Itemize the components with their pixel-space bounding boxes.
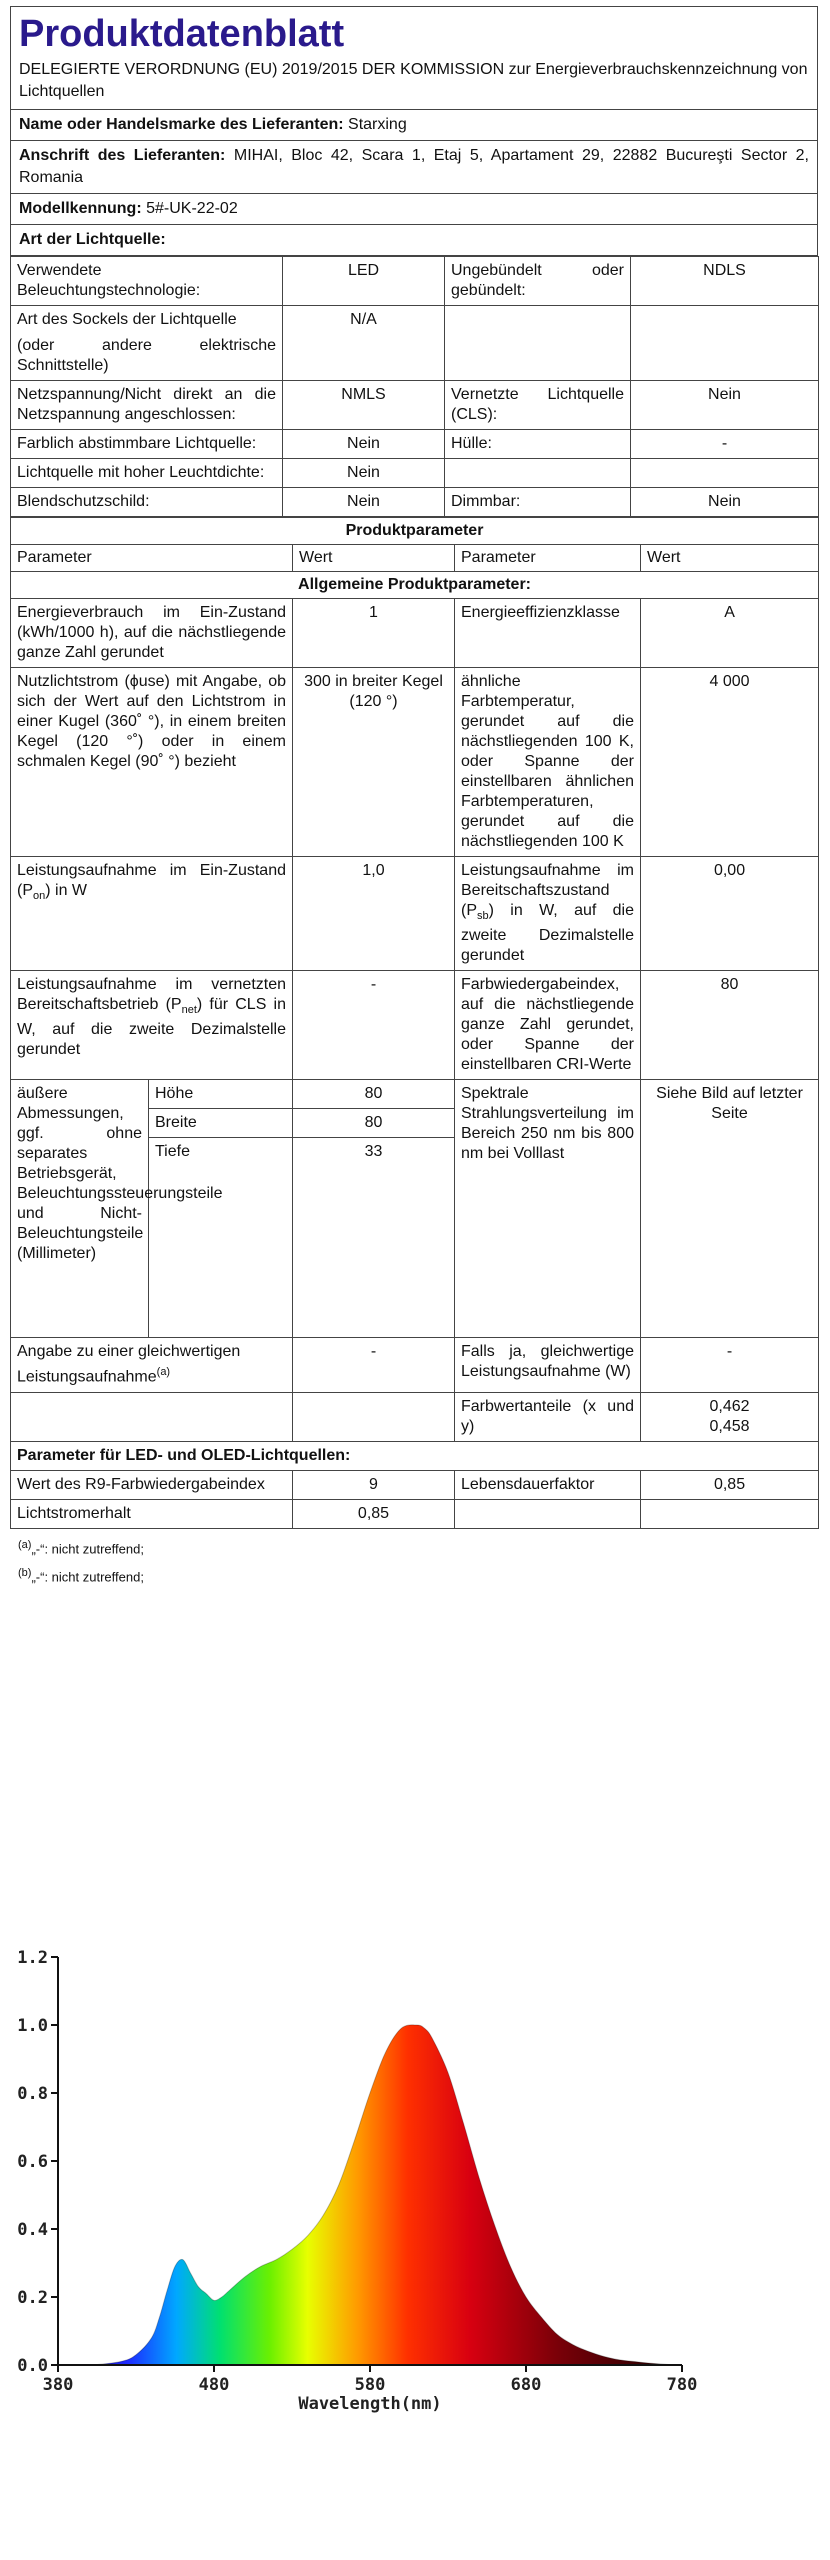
column-header-parameter: Parameter <box>11 545 293 572</box>
param-value: NMLS <box>283 381 445 430</box>
param-value: Nein <box>631 381 819 430</box>
dimensions-label: äußere Abmessungen, ggf. ohne separates Betriebsgerät, Beleuchtungssteuerungsteile und Nicht-Beleuchtungsteile (Millimeter) <box>11 1080 149 1338</box>
energy-class-label: Energieeffizienzklasse <box>455 599 641 668</box>
y-tick-label: 0.2 <box>17 2288 48 2308</box>
x-tick-label: 380 <box>42 2375 74 2395</box>
equivalent-power-value: - <box>293 1338 455 1392</box>
depth-label: Tiefe <box>149 1138 293 1338</box>
supplier-name-row <box>10 110 818 141</box>
chromaticity-label: Farbwertanteile (x und y) <box>455 1392 641 1441</box>
title-block <box>10 6 818 110</box>
param-label <box>445 459 631 488</box>
param-label: Hülle: <box>445 430 631 459</box>
cri-label: Farbwiedergabeindex, auf die nächstliegende ganze Zahl gerundet, oder Spanne der einstellbaren CRI-Werte <box>455 971 641 1080</box>
socket-label-note: (oder andere elektrische Schnittstelle) <box>17 337 276 374</box>
x-tick-label: 680 <box>510 2375 542 2395</box>
param-value: Nein <box>283 430 445 459</box>
table-row <box>11 599 819 668</box>
chromaticity-value <box>641 1392 819 1441</box>
light-source-table <box>10 256 819 517</box>
supplier-name-value: Starxing <box>348 116 407 133</box>
standby-power-text: Leistungsaufnahme im Bereitschaftszustand (P <box>461 862 634 919</box>
supplier-address-label: Anschrift des Lieferanten: <box>19 147 226 164</box>
table-row <box>11 459 819 488</box>
power-on-text-end: ) in W <box>45 882 88 899</box>
supplier-address-row <box>10 141 818 194</box>
energy-consumption-value: 1 <box>293 599 455 668</box>
general-params-heading: Allgemeine Produktparameter: <box>11 572 819 599</box>
param-value <box>631 459 819 488</box>
chromaticity-y: 0,458 <box>709 1417 750 1435</box>
regulation-subtitle: DELEGIERTE VERORDNUNG (EU) 2019/2015 DER KOMMISSION zur Energieverbrauchskennzeichnung von Lichtquellen <box>19 61 808 100</box>
column-header-row <box>11 545 819 572</box>
cri-value: 80 <box>641 971 819 1080</box>
supplier-name-label: Name oder Handelsmarke des Lieferanten: <box>19 116 344 133</box>
table-row <box>11 1392 819 1441</box>
column-header-parameter: Parameter <box>455 545 641 572</box>
table-row <box>11 306 819 381</box>
datasheet <box>10 6 818 1589</box>
networked-standby-label <box>11 971 293 1080</box>
r9-value: 9 <box>293 1470 455 1499</box>
equivalent-watt-label: Falls ja, gleichwertige Leistungsaufnahme (W) <box>455 1338 641 1392</box>
section-heading-row <box>11 518 819 545</box>
supplier-address-value: MIHAI, Bloc 42, Scara 1, Etaj 5, Apartament 29, 22882 Bucureşti Sector 2, Romania <box>19 147 809 186</box>
table-row <box>11 1338 819 1392</box>
column-header-value: Wert <box>641 545 819 572</box>
footnote-b <box>10 1561 818 1589</box>
section-heading-row <box>11 572 819 599</box>
equivalent-power-text: Angabe zu einer gleichwertigen Leistungsaufnahme <box>17 1343 241 1386</box>
model-value: 5#-UK-22-02 <box>146 200 238 217</box>
footnote-a-mark: (a) <box>18 1538 32 1551</box>
param-label: Netzspannung/Nicht direkt an die Netzspannung angeschlossen: <box>11 381 283 430</box>
y-tick-label: 0.8 <box>17 2084 48 2104</box>
y-tick-label: 1.2 <box>17 1948 48 1968</box>
product-parameters-table <box>10 517 819 1529</box>
plot-area <box>58 2025 682 2365</box>
table-row <box>11 1499 819 1528</box>
param-value: Nein <box>283 459 445 488</box>
x-tick-label: 580 <box>354 2375 386 2395</box>
page-title: Produktdatenblatt <box>19 13 345 55</box>
r9-label: Wert des R9-Farbwiedergabeindex <box>11 1470 293 1499</box>
led-params-heading: Parameter für LED- und OLED-Lichtquellen: <box>11 1441 819 1470</box>
depth-value: 33 <box>293 1138 455 1338</box>
spectral-distribution-chart <box>10 1915 710 2415</box>
equivalent-power-label <box>11 1338 293 1392</box>
model-label: Modellkennung: <box>19 200 142 217</box>
param-label: Farblich abstimmbare Lichtquelle: <box>11 430 283 459</box>
param-label <box>445 306 631 381</box>
table-row <box>11 430 819 459</box>
footnote-a-text: „-“: nicht zutreffend; <box>31 1540 144 1556</box>
height-value: 80 <box>293 1080 455 1109</box>
energy-consumption-label: Energieverbrauch im Ein-Zustand (kWh/1000 h), auf die nächstliegende ganze Zahl gerundet <box>11 599 293 668</box>
spectral-distribution-value: Siehe Bild auf letzter Seite <box>641 1080 819 1338</box>
table-row <box>11 971 819 1080</box>
param-label: Verwendete Beleuchtungstechnologie: <box>11 257 283 306</box>
table-row <box>11 257 819 306</box>
footnote-b-mark: (b) <box>18 1566 32 1579</box>
lifetime-factor-label: Lebensdauerfaktor <box>455 1470 641 1499</box>
section-heading-row <box>11 1441 819 1470</box>
footnote-ref-a: (a) <box>156 1366 171 1379</box>
standby-power-text-end: ) in W, auf die zweite Dezimalstelle gerundet <box>461 902 634 965</box>
power-on-subscript: on <box>33 890 46 903</box>
chromaticity-x: 0,462 <box>709 1397 750 1415</box>
width-value: 80 <box>293 1109 455 1138</box>
param-label: Ungebündelt oder gebündelt: <box>445 257 631 306</box>
param-label <box>11 306 283 381</box>
x-tick-label: 480 <box>198 2375 230 2395</box>
table-row <box>11 1080 819 1109</box>
light-source-heading: Art der Lichtquelle: <box>10 225 818 256</box>
y-tick-label: 0.4 <box>17 2220 48 2240</box>
power-on-label <box>11 857 293 971</box>
column-header-value: Wert <box>293 545 455 572</box>
param-value: LED <box>283 257 445 306</box>
height-label: Höhe <box>149 1080 293 1109</box>
lumen-maintenance-label: Lichtstromerhalt <box>11 1499 293 1528</box>
width-label: Breite <box>149 1109 293 1138</box>
table-row <box>11 1470 819 1499</box>
color-temperature-label: ähnliche Farbtemperatur, gerundet auf die nächstliegenden 100 K, oder Spanne der einstellbaren ähnlichen Farbtemperaturen, gerundet auf die nächstliegenden 100 K <box>455 668 641 857</box>
socket-label: Art des Sockels der Lichtquelle <box>17 311 237 328</box>
table-row <box>11 857 819 971</box>
x-axis-label: Wavelength(nm) <box>298 2394 442 2414</box>
power-on-value: 1,0 <box>293 857 455 971</box>
luminous-flux-label: Nutzlichtstrom (ϕuse) mit Angabe, ob sich der Wert auf den Lichtstrom in einer Kugel (360˚ °), in einem breiten Kegel (120 °˚) oder in einem schmalen Kegel (90˚ °) bezieht <box>11 668 293 857</box>
param-label: Vernetzte Lichtquelle (CLS): <box>445 381 631 430</box>
y-tick-label: 1.0 <box>17 2016 48 2036</box>
param-value: NDLS <box>631 257 819 306</box>
lifetime-factor-value: 0,85 <box>641 1470 819 1499</box>
param-value: Nein <box>283 488 445 517</box>
color-temperature-value: 4 000 <box>641 668 819 857</box>
footnote-b-text: „-“: nicht zutreffend; <box>31 1569 144 1585</box>
y-tick-label: 0.6 <box>17 2152 48 2172</box>
lumen-maintenance-value: 0,85 <box>293 1499 455 1528</box>
y-tick-label: 0.0 <box>17 2356 48 2376</box>
param-label: Lichtquelle mit hoher Leuchtdichte: <box>11 459 283 488</box>
standby-power-label <box>455 857 641 971</box>
spectrum-area <box>58 2025 682 2365</box>
empty-cell <box>11 1392 293 1441</box>
product-params-heading: Produktparameter <box>11 518 819 545</box>
table-row <box>11 488 819 517</box>
empty-cell <box>641 1499 819 1528</box>
footnote-a <box>10 1533 818 1561</box>
table-row <box>11 668 819 857</box>
standby-power-subscript: sb <box>477 910 489 923</box>
param-label: Blendschutzschild: <box>11 488 283 517</box>
networked-standby-text-end: ) für CLS in W, auf die zweite Dezimalstelle gerundet <box>17 996 286 1059</box>
x-tick-label: 780 <box>666 2375 698 2395</box>
model-row <box>10 194 818 225</box>
spectral-distribution-label: Spektrale Strahlungsverteilung im Bereich 250 nm bis 800 nm bei Volllast <box>455 1080 641 1338</box>
empty-cell <box>455 1499 641 1528</box>
param-label: Dimmbar: <box>445 488 631 517</box>
power-on-text: Leistungsaufnahme im Ein-Zustand (P <box>17 862 286 899</box>
networked-standby-subscript: net <box>181 1004 197 1017</box>
param-value: Nein <box>631 488 819 517</box>
networked-standby-value: - <box>293 971 455 1080</box>
empty-cell <box>293 1392 455 1441</box>
param-value <box>631 306 819 381</box>
param-value: N/A <box>283 306 445 381</box>
table-row <box>11 381 819 430</box>
equivalent-watt-value: - <box>641 1338 819 1392</box>
standby-power-value: 0,00 <box>641 857 819 971</box>
luminous-flux-value: 300 in breiter Kegel (120 °) <box>293 668 455 857</box>
networked-standby-text: Leistungsaufnahme im vernetzten Bereitschaftsbetrieb (P <box>17 976 286 1014</box>
energy-class-value: A <box>641 599 819 668</box>
param-value: - <box>631 430 819 459</box>
